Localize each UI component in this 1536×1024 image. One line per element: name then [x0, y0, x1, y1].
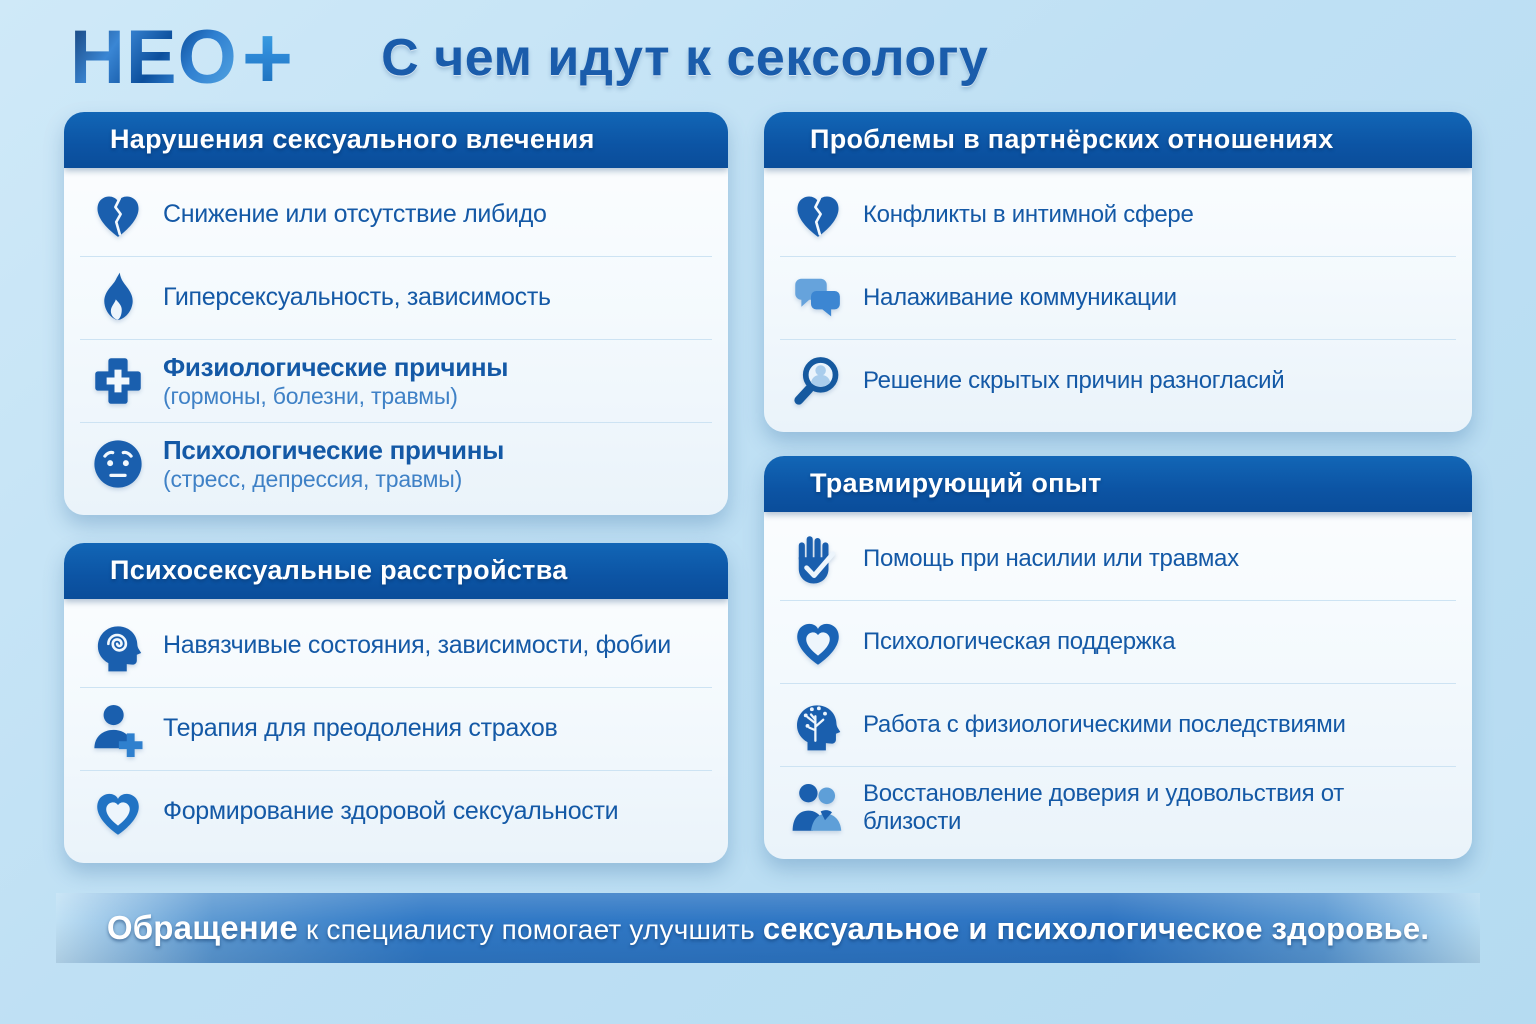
card-title-partner-relationship-problems: Проблемы в партнёрских отношениях: [764, 112, 1472, 168]
medical-cross-icon: [90, 353, 146, 409]
list-item: [780, 174, 1456, 256]
item-label: Налаживание коммуникации: [863, 283, 1177, 311]
list-item: [80, 687, 712, 770]
item-text: [163, 435, 504, 493]
card-item-list: [64, 168, 728, 515]
chat-bubbles-icon: [790, 270, 846, 326]
item-text: [163, 352, 508, 410]
card-traumatic-experience: [764, 456, 1472, 859]
item-text: [163, 200, 547, 230]
footer-text-bold-lead: Обращение: [106, 909, 298, 946]
item-label: Восстановление доверия и удовольствия от близости: [863, 779, 1344, 835]
card-title-psychosexual-disorders: Психосексуальные расстройства: [64, 543, 728, 599]
item-text: [863, 780, 1446, 837]
item-text: [163, 797, 618, 827]
list-item: [80, 422, 712, 505]
broken-heart-icon: [90, 187, 146, 243]
item-label: Снижение или отсутствие либидо: [163, 200, 547, 229]
list-item: [80, 770, 712, 853]
flame-icon: [90, 270, 146, 326]
stop-hand-check-icon: [790, 531, 846, 587]
list-item: [80, 339, 712, 422]
item-sublabel: (гормоны, болезни, травмы): [163, 382, 458, 409]
item-text: [863, 628, 1175, 656]
list-item: [780, 518, 1456, 600]
item-label: Психологические причины: [163, 435, 505, 466]
list-item: [80, 256, 712, 339]
brand-plus-icon: +: [241, 8, 294, 107]
brand-logo: [70, 8, 294, 107]
footer-text: [107, 909, 1429, 947]
card-title-sexual-desire-disorders: Нарушения сексуального влечения: [64, 112, 728, 168]
right-column: [764, 112, 1472, 859]
card-item-list: [64, 599, 728, 863]
couple-embrace-icon: [790, 780, 846, 836]
item-label: Работа с физиологическими последствиями: [863, 710, 1346, 738]
list-item: [780, 256, 1456, 339]
page-header: [0, 0, 1536, 107]
left-column: [64, 112, 728, 863]
list-item: [780, 339, 1456, 422]
item-label: Гиперсексуальность, зависимость: [163, 283, 551, 312]
card-partner-relationship-problems: [764, 112, 1472, 432]
head-tree-icon: [790, 697, 846, 753]
item-label: Навязчивые состояния, зависимости, фобии: [163, 631, 671, 660]
item-text: [863, 367, 1284, 395]
person-plus-icon: [90, 701, 146, 757]
brand-logo-text: НЕО: [70, 15, 238, 100]
footer-text-bold-tail: сексуальное и психологическое здоровье.: [762, 911, 1430, 946]
footer-text-regular: к специалисту помогает улучшить: [297, 914, 763, 945]
magnifier-person-icon: [790, 353, 846, 409]
card-sexual-desire-disorders: [64, 112, 728, 515]
item-text: [163, 631, 671, 661]
worried-face-icon: [90, 436, 146, 492]
heart-icon: [90, 784, 146, 840]
item-label: Психологическая поддержка: [863, 627, 1176, 655]
item-label: Решение скрытых причин разногласий: [863, 366, 1285, 394]
list-item: [780, 766, 1456, 849]
content-columns: [0, 102, 1536, 863]
broken-heart-icon: [790, 187, 846, 243]
item-text: [163, 714, 557, 744]
item-label: Формирование здоровой сексуальности: [163, 797, 619, 826]
item-text: [863, 284, 1177, 312]
card-psychosexual-disorders: [64, 543, 728, 863]
footer-banner: [56, 893, 1480, 963]
card-item-list: [764, 512, 1472, 859]
list-item: [780, 600, 1456, 683]
head-spiral-icon: [90, 618, 146, 674]
page-title: С чем идут к сексологу: [381, 29, 989, 87]
item-label: Помощь при насилии или травмах: [863, 544, 1239, 572]
list-item: [80, 605, 712, 687]
item-label: Терапия для преодоления страхов: [163, 714, 558, 743]
list-item: [80, 174, 712, 256]
item-sublabel: (стресс, депрессия, травмы): [163, 465, 463, 492]
item-label: Физиологические причины: [163, 352, 509, 383]
heart-support-icon: [790, 614, 846, 670]
item-label: Конфликты в интимной сфере: [863, 200, 1194, 228]
item-text: [863, 545, 1239, 573]
item-text: [863, 711, 1346, 739]
list-item: [780, 683, 1456, 766]
card-title-traumatic-experience: Травмирующий опыт: [764, 456, 1472, 512]
item-text: [863, 201, 1194, 229]
card-item-list: [764, 168, 1472, 432]
item-text: [163, 283, 551, 313]
